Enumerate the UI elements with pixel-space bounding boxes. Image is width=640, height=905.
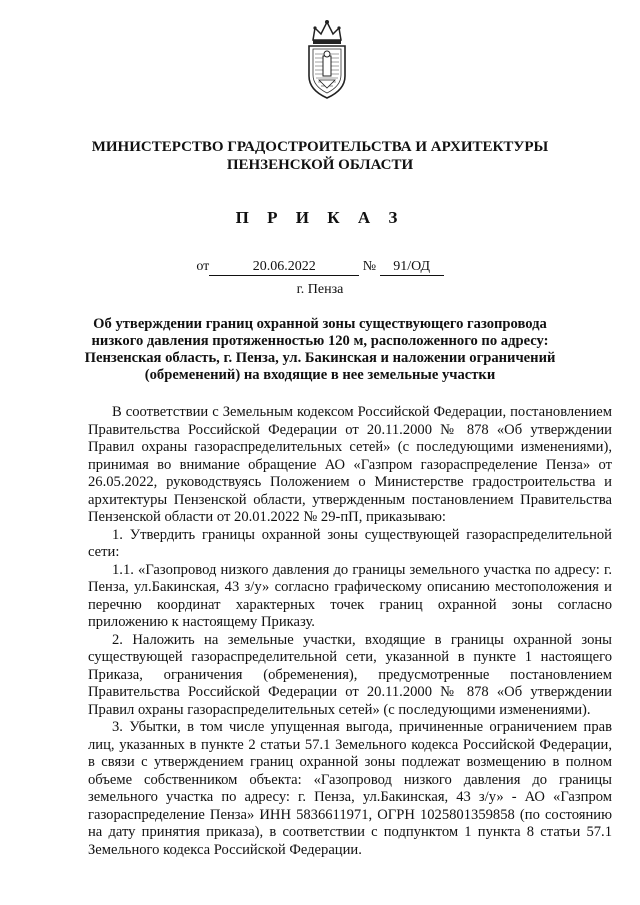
document-body (88, 404, 612, 859)
body-paragraph-item-1-1: 1.1. «Газопровод низкого давления до границы земельного участка по адресу: г. Пенза, ул.Бакинская, 43 з/у» согласно графическому описанию местоположения и перечню координат характерных точек границ охранной зоны согласно приложению к настоящему Приказу. (88, 561, 612, 630)
ministry-name (60, 138, 580, 174)
body-paragraph-item-3: 3. Убытки, в том числе упущенная выгода, причиненные ограничением прав лиц, указанных в пункте 2 статьи 57.1 Земельного кодекса Российской Федерации, в связи с утверждением границ охранной зоны подлежат возмещению в полном объеме собственником объекта: «Газопровод низкого давления до границы земельного участка по адресу: г. Пенза, ул.Бакинская, 43 з/у» - АО «Газпром газораспределение Пенза» ИНН 5836611971, ОГРН 1025801359858 (по состоянию на дату принятия приказа), в соответствии с подпунктом 1 пункта 8 статьи 57.1 Земельного кодекса Российской Федерации. (88, 719, 612, 858)
body-paragraph-item-2: 2. Наложить на земельные участки, входящие в границы охранной зоны существующей газораспределительной сети, указанной в пункте 1 настоящего Приказа, ограничения (обременения), предусмотренные постановлением Правительства Российской Федерации от 20.11.2000 № 878 «Об утверждении Правил охраны газораспределительных сетей» (с последующими изменениями). (88, 631, 612, 718)
date-prefix: от (196, 259, 210, 274)
ministry-line-1: МИНИСТЕРСТВО ГРАДОСТРОИТЕЛЬСТВА И АРХИТЕКТУРЫ (91, 139, 549, 155)
coat-of-arms-emblem (303, 18, 351, 100)
document-type-title: П Р И К А З (235, 208, 405, 227)
body-paragraph-item-1: 1. Утвердить границы охранной зоны существующей газораспределительной сети: (88, 526, 612, 560)
ministry-line-2: ПЕНЗЕНСКОЙ ОБЛАСТИ (226, 157, 414, 173)
document-city: г. Пенза (296, 282, 344, 297)
body-paragraph-preamble: В соответствии с Земельным кодексом Российской Федерации, постановлением Правительства Российской Федерации от 20.11.2000 № 878 «Об утверждении Правил охраны газораспределительных сетей» (с последующими изменениями), принимая во внимание обращение АО «Газпром газораспределение Пенза» от 26.05.2022, руководствуясь Положением о Министерстве градостроительства и архитектуры Пензенской области, утвержденным постановлением Правительства Пензенской области от 20.01.2022 № 29-пП, приказываю: (88, 404, 612, 525)
document-number: 91/ОД (380, 259, 444, 276)
number-prefix: № (362, 259, 377, 274)
document-subject: Об утверждении границ охранной зоны существующего газопровода низкого давления протяженностью 120 м, расположенного по адресу: Пензенская область, г. Пенза, ул. Бакинская и наложении ограничений (обременений) на входящие в нее земельные участки (84, 316, 556, 383)
document-date: 20.06.2022 (209, 259, 359, 276)
date-number-row (0, 258, 640, 276)
